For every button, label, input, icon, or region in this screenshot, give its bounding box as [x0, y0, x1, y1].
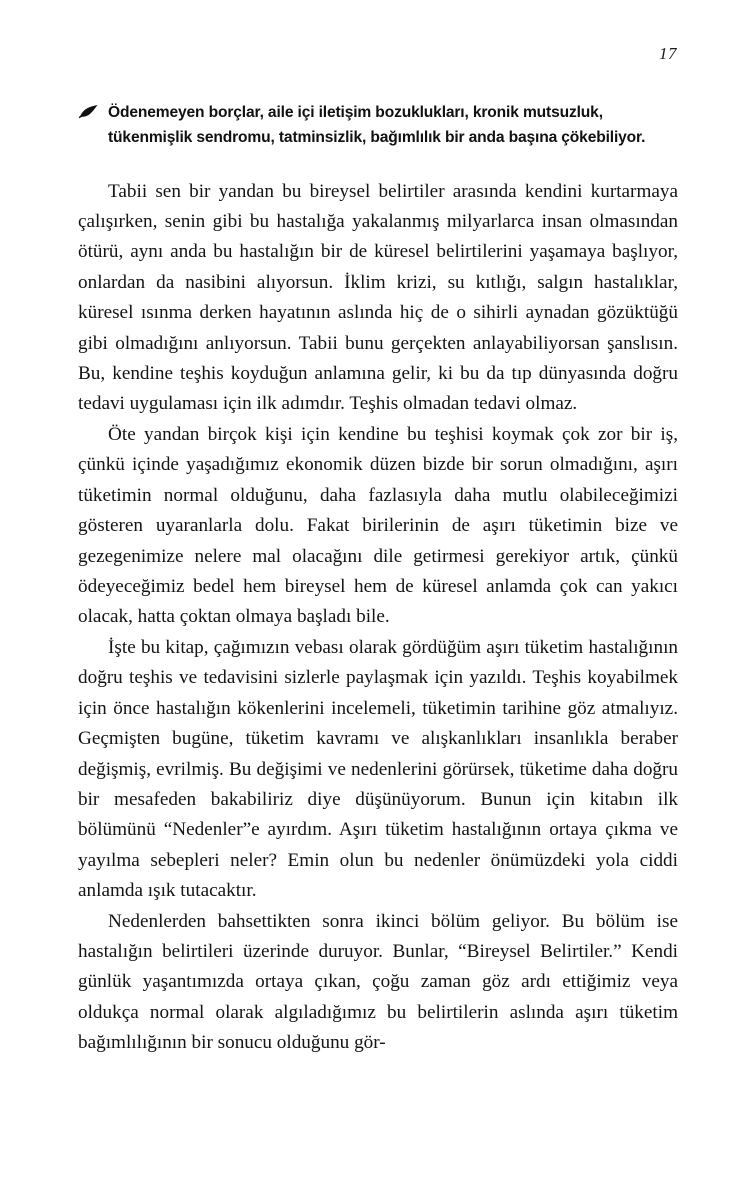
callout-block — [78, 100, 678, 151]
paragraph-1: Tabii sen bir yandan bu bireysel belirtiler arasında kendini kurtarmaya çalışırken, senin gibi bu hastalığa yakalanmış milyarlarca insan olmasından ötürü, aynı anda bu hastalığın bir de küresel belirtilerini yaşamaya başlıyor, onlardan da nasibini alıyorsun. İklim krizi, su kıtlığı, salgın hastalıklar, küresel ısınma derken hayatının aslında hiç de o sihirli aynadan gözüktüğü gibi olmadığını anlıyorsun. Tabii bunu gerçekten anlayabiliyorsan şanslısın. Bu, kendine teşhis koyduğun anlamına gelir, ki bu da tıp dünyasında doğru tedavi uygulaması için ilk adımdır. Teşhis olmadan tedavi olmaz. — [78, 180, 678, 415]
page-content — [78, 100, 678, 1059]
callout-text: Ödenemeyen borçlar, aile içi iletişim bozuklukları, kronik mutsuzluk, tükenmişlik sendromu, tatminsizlik, bağımlılık bir anda başına çökebiliyor. — [108, 104, 646, 147]
leaf-bullet-icon — [78, 104, 100, 120]
page-number: 17 — [659, 44, 677, 63]
paragraph-4: Nedenlerden bahsettikten sonra ikinci bölüm geliyor. Bu bölüm ise hastalığın belirtileri üzerinde duruyor. Bunlar, “Bireysel Belirtiler.” Kendi günlük yaşantımızda ortaya çıkan, çoğu zaman göz ardı ettiğimiz veya oldukça normal olarak algıladığımız bu belirtilerin aslında aşırı tüketim bağımlılığının bir sonucu olduğunu gör- — [78, 910, 678, 1054]
paragraph-3: İşte bu kitap, çağımızın vebası olarak gördüğüm aşırı tüketim hastalığının doğru teşhis ve tedavisini sizlerle paylaşmak için yazıldı. Teşhis koyabilmek için önce hastalığın kökenlerini incelemeli, tüketimin tarihine göz atmalıyız. Geçmişten bugüne, tüketim kavramı ve alışkanlıkları insanlıkla beraber değişmiş, evrilmiş. Bu değişimi ve nedenlerini görürsek, tüketime daha doğru bir mesafeden bakabiliriz diye düşünüyorum. Bunun için kitabın ilk bölümünü “Nedenler”e ayırdım. Aşırı tüketim hastalığının ortaya çıkma ve yayılma sebepleri neler? Emin olun bu nedenler önümüzdeki yola ciddi anlamda ışık tutacaktır. — [78, 636, 678, 902]
paragraph-2: Öte yandan birçok kişi için kendine bu teşhisi koymak çok zor bir iş, çünkü içinde yaşadığımız ekonomik düzen bizde bir sorun olmadığını, aşırı tüketimin normal olduğunu, daha fazlasıyla daha mutlu olabileceğimizi gösteren uyaranlarla dolu. Fakat birilerinin de aşırı tüketimin bize ve gezegenimize nelere mal olacağını dile getirmesi gerekiyor artık, çünkü ödeyeceğimiz bedel hem bireysel hem de küresel anlamda çok can yakıcı olacak, hatta çoktan olmaya başladı bile. — [78, 423, 678, 628]
